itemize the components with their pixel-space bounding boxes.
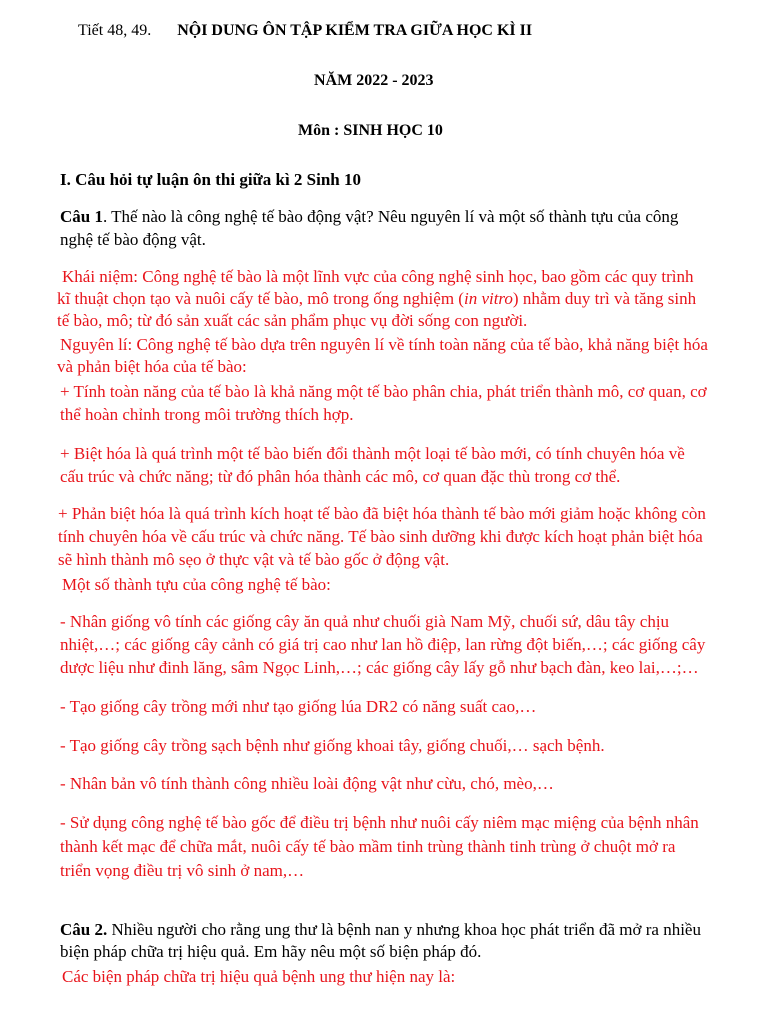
subject-line bbox=[298, 120, 443, 141]
answer-1-definition-line-1: Khái niệm: Công nghệ tế bào là một lĩnh vực của công nghệ sinh học, bao gồm các quy trình bbox=[62, 267, 694, 286]
answer-1-point-1-line-1: + Tính toàn năng của tế bào là khả năng một tế bào phân chia, phát triển thành mô, cơ quan, cơ bbox=[60, 382, 707, 401]
question-1-label: Câu 1 bbox=[60, 207, 103, 226]
answer-1-definition-line-3: tế bào, mô; từ đó sản xuất các sản phẩm phục vụ đời sống con người. bbox=[57, 311, 528, 330]
answer-1-point-3-line-1: + Phản biệt hóa là quá trình kích hoạt tế bào đã biệt hóa thành tế bào mới giảm hoặc không còn bbox=[58, 504, 706, 523]
question-2-line-2: biện pháp chữa trị hiệu quả. Em hãy nêu một số biện pháp đó. bbox=[60, 942, 482, 961]
answer-1-principle-line-1: Nguyên lí: Công nghệ tế bào dựa trên nguyên lí về tính toàn năng của tế bào, khả năng biệt hóa bbox=[60, 335, 708, 354]
school-year: NĂM 2022 - 2023 bbox=[314, 72, 434, 89]
document-title: NỘI DUNG ÔN TẬP KIỂM TRA GIỮA HỌC KÌ II bbox=[177, 22, 533, 39]
achievement-5-line-3: triển vọng điều trị vô sinh ở nam,… bbox=[60, 861, 305, 880]
answer-1-definition-line-2: kĩ thuật chọn tạo và nuôi cấy tế bào, mô trong ống nghiệm (in vitro) nhằm duy trì và tăng sinh bbox=[57, 289, 697, 308]
answer-1-point-2-line-2: cấu trúc và chức năng; từ đó phân hóa thành các mô, cơ quan đặc thù trong cơ thể. bbox=[60, 467, 621, 486]
achievement-3: - Tạo giống cây trồng sạch bệnh như giống khoai tây, giống chuối,… sạch bệnh. bbox=[60, 736, 605, 755]
lesson-number: Tiết 48, 49. bbox=[78, 22, 152, 39]
achievement-1-line-3: dược liệu như đinh lăng, sâm Ngọc Linh,…; các giống cây lấy gỗ như bạch đàn, keo lai,…;… bbox=[60, 658, 699, 677]
question-1-line-1: Câu 1. Thế nào là công nghệ tế bào động vật? Nêu nguyên lí và một số thành tựu của công bbox=[60, 207, 679, 226]
answer-1-point-3-line-3: sẽ hình thành mô sẹo ở thực vật và tế bào gốc ở động vật. bbox=[58, 550, 450, 569]
achievement-5-line-2: thành kết mạc để chữa mắt, nuôi cấy tế bào mầm tinh trùng thành tinh trùng ở chuột mở ra bbox=[60, 837, 676, 856]
achievements-heading: Một số thành tựu của công nghệ tế bào: bbox=[62, 575, 331, 594]
achievement-1-line-1: - Nhân giống vô tính các giống cây ăn quả như chuối già Nam Mỹ, chuối sứ, dâu tây chịu bbox=[60, 612, 670, 631]
header-title-line bbox=[78, 20, 532, 41]
answer-2-intro: Các biện pháp chữa trị hiệu quả bệnh ung thư hiện nay là: bbox=[62, 967, 456, 986]
question-2-line-1: Câu 2. Nhiều người cho rằng ung thư là bệnh nan y nhưng khoa học phát triển đã mở ra nhiều bbox=[60, 920, 701, 939]
question-2-label: Câu 2. bbox=[60, 920, 108, 939]
subject-label: Môn bbox=[298, 122, 330, 139]
question-1-line-2: nghệ tế bào động vật. bbox=[60, 230, 206, 249]
achievement-4: - Nhân bản vô tính thành công nhiều loài động vật như cừu, chó, mèo,… bbox=[60, 774, 554, 793]
achievement-2: - Tạo giống cây trồng mới như tạo giống lúa DR2 có năng suất cao,… bbox=[60, 697, 537, 716]
section-heading: I. Câu hỏi tự luận ôn thi giữa kì 2 Sinh 10 bbox=[60, 170, 362, 189]
in-vitro-term: in vitro bbox=[463, 289, 513, 308]
achievement-5-line-1: - Sử dụng công nghệ tế bào gốc để điều trị bệnh như nuôi cấy niêm mạc miệng của bệnh nhân bbox=[60, 813, 699, 832]
answer-1-point-1-line-2: thể hoàn chỉnh trong môi trường thích hợp. bbox=[60, 405, 354, 424]
achievement-1-line-2: nhiệt,…; các giống cây cảnh có giá trị cao như lan hồ điệp, lan rừng đột biến,…; các giống cây bbox=[60, 635, 706, 654]
answer-1-point-3-line-2: tính chuyên hóa về cấu trúc và chức năng. Tế bào sinh dưỡng khi được kích hoạt phản biệt hóa bbox=[58, 527, 703, 546]
answer-1-principle-line-2: và phản biệt hóa của tế bào: bbox=[57, 357, 247, 376]
answer-1-point-2-line-1: + Biệt hóa là quá trình một tế bào biến đổi thành một loại tế bào mới, có tính chuyên hóa về bbox=[60, 444, 685, 463]
subject-value: : SINH HỌC 10 bbox=[334, 122, 443, 139]
